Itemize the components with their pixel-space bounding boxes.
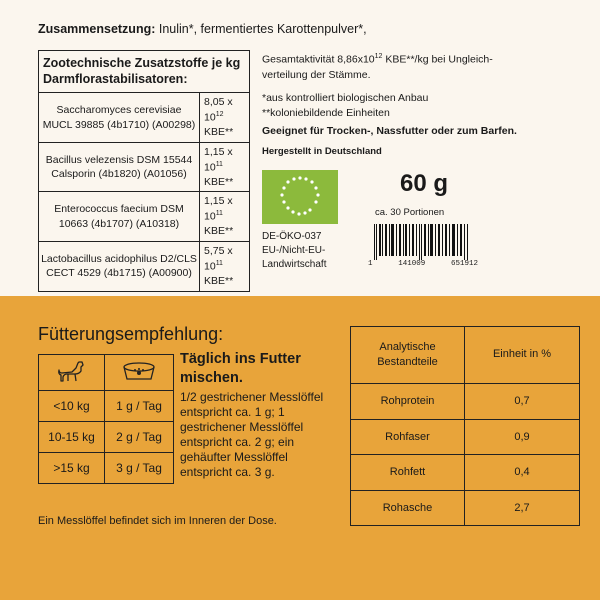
table-row	[39, 142, 250, 192]
table-row	[351, 419, 580, 455]
feeding-table	[38, 354, 174, 484]
feed-weight: <10 kg	[39, 391, 105, 422]
feed-weight: 10-15 kg	[39, 422, 105, 453]
table-row	[351, 490, 580, 526]
feeding-description: 1/2 gestrichener Messlöffel entspricht ca. 1 g; 1 gestrichener Messlöffel entspricht ca. 2 g; ein gehäufter Messlöffel entspricht ca. 3 g.	[180, 390, 324, 479]
additive-name: Bacillus velezensis DSM 15544 Calsporin (4b1820) (A01056)	[39, 142, 200, 192]
additive-value: 5,75 x $10^{11}$ KBE**	[200, 241, 250, 291]
additive-name: Lactobacillus acidophilus D2/CLS CECT 4529 (4b1715) (A00900)	[39, 241, 200, 291]
dog-icon	[39, 355, 105, 391]
barcode-digit-group: 651912	[450, 260, 478, 268]
made-in-text: Hergestellt in Deutschland	[262, 146, 382, 157]
eu-organic-leaf-icon	[262, 170, 338, 224]
additives-table	[38, 50, 250, 292]
analysis-value: 0,7	[465, 384, 580, 420]
table-row	[39, 391, 174, 422]
analysis-name: Rohasche	[351, 490, 465, 526]
composition-line	[38, 22, 367, 36]
net-weight: 60 g	[400, 170, 449, 197]
additive-name: Enterococcus faecium DSM 10663 (4b1707) (A10318)	[39, 192, 200, 242]
analysis-header-components: Analytische Bestandteile	[351, 327, 465, 384]
feed-amount: 2 g / Tag	[105, 422, 174, 453]
analysis-header-unit: Einheit in %	[465, 327, 580, 384]
suitable-text: Geeignet für Trocken-, Nassfutter oder zum Barfen.	[262, 125, 517, 137]
table-row	[351, 384, 580, 420]
table-row	[39, 453, 174, 484]
eu-code: DE-ÖKO-037	[262, 231, 322, 242]
analysis-value: 0,4	[465, 455, 580, 491]
additive-value: 1,15 x $10^{11}$ KBE**	[200, 192, 250, 242]
analysis-name: Rohfaser	[351, 419, 465, 455]
additive-value: 1,15 x $10^{11}$ KBE**	[200, 142, 250, 192]
scoop-note: Ein Messlöffel befindet sich im Inneren der Dose.	[38, 515, 277, 527]
barcode-digit-group: 1	[368, 260, 373, 268]
feed-amount: 3 g / Tag	[105, 453, 174, 484]
barcode-digits	[368, 260, 478, 268]
portions-text: ca. 30 Portionen	[375, 207, 445, 218]
analysis-name: Rohprotein	[351, 384, 465, 420]
table-row	[39, 192, 250, 242]
composition-text: Inulin*, fermentiertes Karottenpulver*,	[155, 22, 367, 36]
additives-heading: Zootechnische Zusatzstoffe je kg Darmflorastabilisatoren:	[39, 51, 250, 93]
table-row	[39, 241, 250, 291]
total-activity-text: Gesamtaktivität $8,86x10^{12}$ KBE**/kg bei Ungleich-verteilung der Stämme.	[262, 53, 493, 81]
footnotes	[262, 91, 502, 121]
additive-name: Saccharomyces cerevisiae MUCL 39885 (4b1710) (A00298)	[39, 93, 200, 143]
feed-weight: >15 kg	[39, 453, 105, 484]
feed-amount: 1 g / Tag	[105, 391, 174, 422]
table-row	[39, 93, 250, 143]
eu-origin-2: Landwirtschaft	[262, 259, 327, 270]
footnote-cfu: **koloniebildende Einheiten	[262, 107, 390, 120]
analysis-table	[350, 326, 580, 526]
eu-code-block	[262, 230, 326, 272]
analysis-name: Rohfett	[351, 455, 465, 491]
table-row	[351, 455, 580, 491]
barcode-icon	[372, 224, 472, 264]
bowl-icon	[105, 355, 174, 391]
footnote-organic: *aus kontrolliert biologischen Anbau	[262, 92, 429, 104]
barcode-digit-group: 141009	[398, 260, 426, 268]
additive-value: 8,05 x $10^{12}$ KBE**	[200, 93, 250, 143]
composition-label: Zusammensetzung:	[38, 22, 156, 36]
analysis-value: 0,9	[465, 419, 580, 455]
feeding-daily-heading: Täglich ins Futter mischen.	[180, 351, 301, 386]
eu-origin-1: EU-/Nicht-EU-	[262, 245, 326, 256]
analysis-value: 2,7	[465, 490, 580, 526]
feeding-title: Fütterungsempfehlung:	[38, 324, 224, 344]
table-row	[39, 422, 174, 453]
